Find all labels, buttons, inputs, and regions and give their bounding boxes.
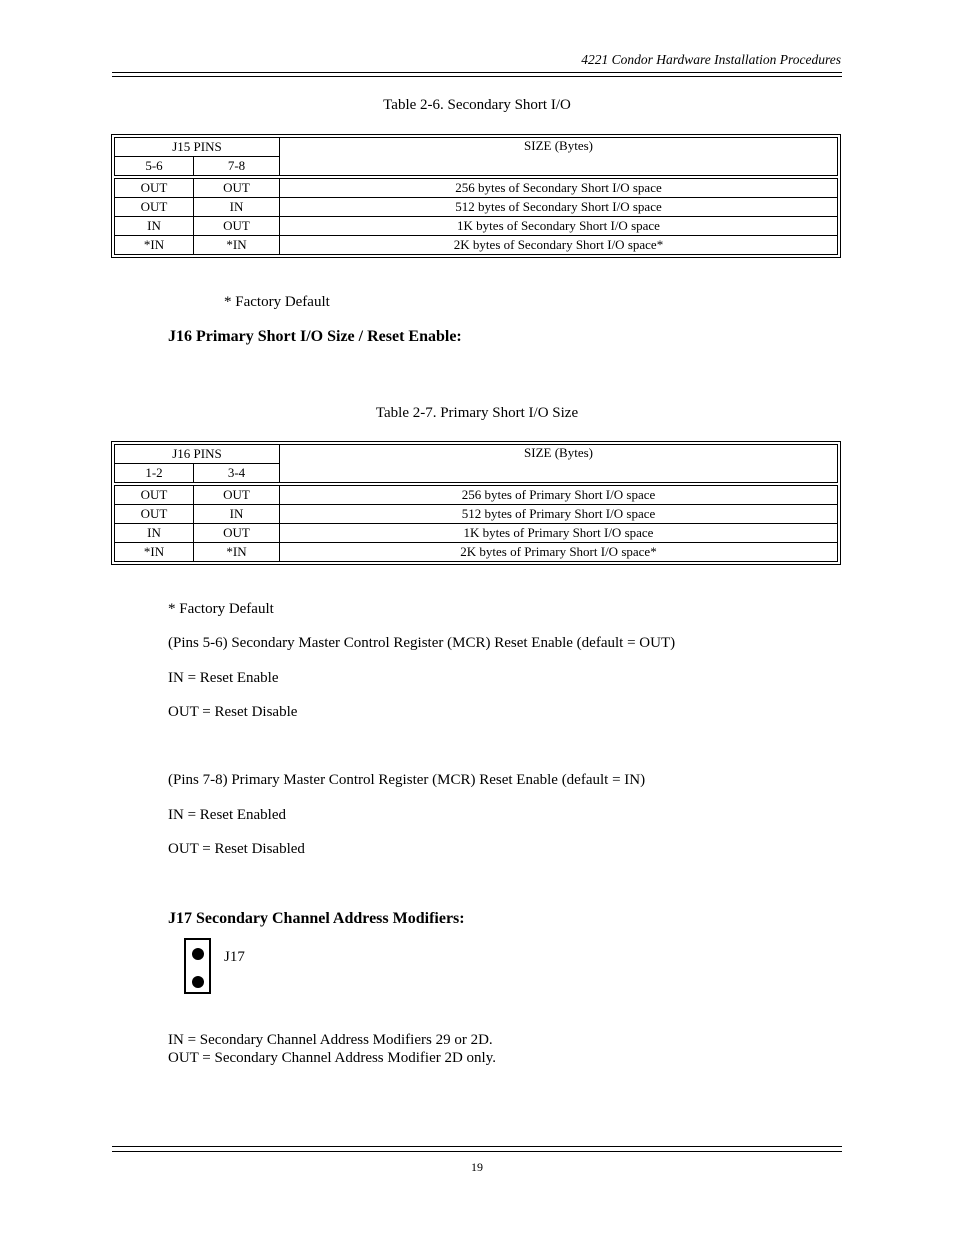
table-cell: *IN <box>194 236 280 255</box>
table2-subheader: 3-4 <box>194 464 280 483</box>
table-cell: OUT <box>194 179 280 198</box>
table2-pins-header: J16 PINS <box>115 445 280 464</box>
header-rule-thin <box>112 76 842 77</box>
j17-jumper-diagram <box>184 938 211 994</box>
table1-size-header: SIZE (Bytes) <box>280 138 838 176</box>
j17-section-heading: J17 Secondary Channel Address Modifiers: <box>168 910 465 927</box>
table-cell: IN <box>194 505 280 524</box>
running-header-title: 4221 Condor Hardware Installation Procedures <box>581 52 841 67</box>
table-cell: OUT <box>115 198 194 217</box>
body-paragraph: IN = Reset Enabled <box>168 807 287 823</box>
table-cell: OUT <box>194 486 280 505</box>
table-row <box>115 236 838 255</box>
table-cell: *IN <box>194 543 280 562</box>
table-row <box>115 198 838 217</box>
table-cell: 512 bytes of Primary Short I/O space <box>280 505 838 524</box>
body-paragraph: IN = Reset Enable <box>168 670 279 686</box>
footer-rule-thin <box>112 1151 842 1152</box>
table1-subheader: 5-6 <box>115 157 194 176</box>
table-cell: OUT <box>194 217 280 236</box>
footer-rule-thick <box>112 1146 842 1147</box>
table-cell: OUT <box>115 486 194 505</box>
table1-subheader: 7-8 <box>194 157 280 176</box>
table-row <box>115 505 838 524</box>
page-number: 19 <box>471 1160 483 1174</box>
jumper-pin-icon <box>192 976 204 988</box>
table-cell: *IN <box>115 543 194 562</box>
body-paragraph: OUT = Secondary Channel Address Modifier 2D only. <box>168 1050 496 1066</box>
table-cell: 2K bytes of Secondary Short I/O space* <box>280 236 838 255</box>
j16-section-heading: J16 Primary Short I/O Size / Reset Enable: <box>168 328 462 345</box>
table-cell: IN <box>194 198 280 217</box>
table-cell: IN <box>115 217 194 236</box>
table2 <box>111 441 841 565</box>
table-row <box>115 524 838 543</box>
table-cell: 1K bytes of Secondary Short I/O space <box>280 217 838 236</box>
table-row <box>115 486 838 505</box>
jumper-pin-icon <box>192 948 204 960</box>
body-paragraph: OUT = Reset Disabled <box>168 841 305 857</box>
table-cell: OUT <box>115 505 194 524</box>
table-row <box>115 179 838 198</box>
table-row <box>115 543 838 562</box>
table-row <box>115 217 838 236</box>
table-cell: OUT <box>115 179 194 198</box>
table2-subheader: 1-2 <box>115 464 194 483</box>
table-cell: *IN <box>115 236 194 255</box>
table1-pins-header: J15 PINS <box>115 138 280 157</box>
table-cell: 256 bytes of Primary Short I/O space <box>280 486 838 505</box>
table1-caption: Table 2-6. Secondary Short I/O <box>383 97 571 113</box>
table-cell: OUT <box>194 524 280 543</box>
body-paragraph: OUT = Reset Disable <box>168 704 298 720</box>
body-paragraph: (Pins 5-6) Secondary Master Control Register (MCR) Reset Enable (default = OUT) <box>168 635 676 651</box>
table-cell: IN <box>115 524 194 543</box>
table1 <box>111 134 841 258</box>
table1-footnote: * Factory Default <box>224 294 330 310</box>
table-cell: 512 bytes of Secondary Short I/O space <box>280 198 838 217</box>
table-cell: 2K bytes of Primary Short I/O space* <box>280 543 838 562</box>
header-rule-thick <box>112 72 842 73</box>
j17-jumper-label: J17 <box>224 949 245 965</box>
table2-caption: Table 2-7. Primary Short I/O Size <box>375 405 579 421</box>
body-paragraph: (Pins 7-8) Primary Master Control Register (MCR) Reset Enable (default = IN) <box>168 772 646 788</box>
table2-footnote: * Factory Default <box>168 601 274 617</box>
table2-size-header: SIZE (Bytes) <box>280 445 838 483</box>
table-cell: 1K bytes of Primary Short I/O space <box>280 524 838 543</box>
table-cell: 256 bytes of Secondary Short I/O space <box>280 179 838 198</box>
body-paragraph: IN = Secondary Channel Address Modifiers 29 or 2D. <box>168 1032 493 1048</box>
